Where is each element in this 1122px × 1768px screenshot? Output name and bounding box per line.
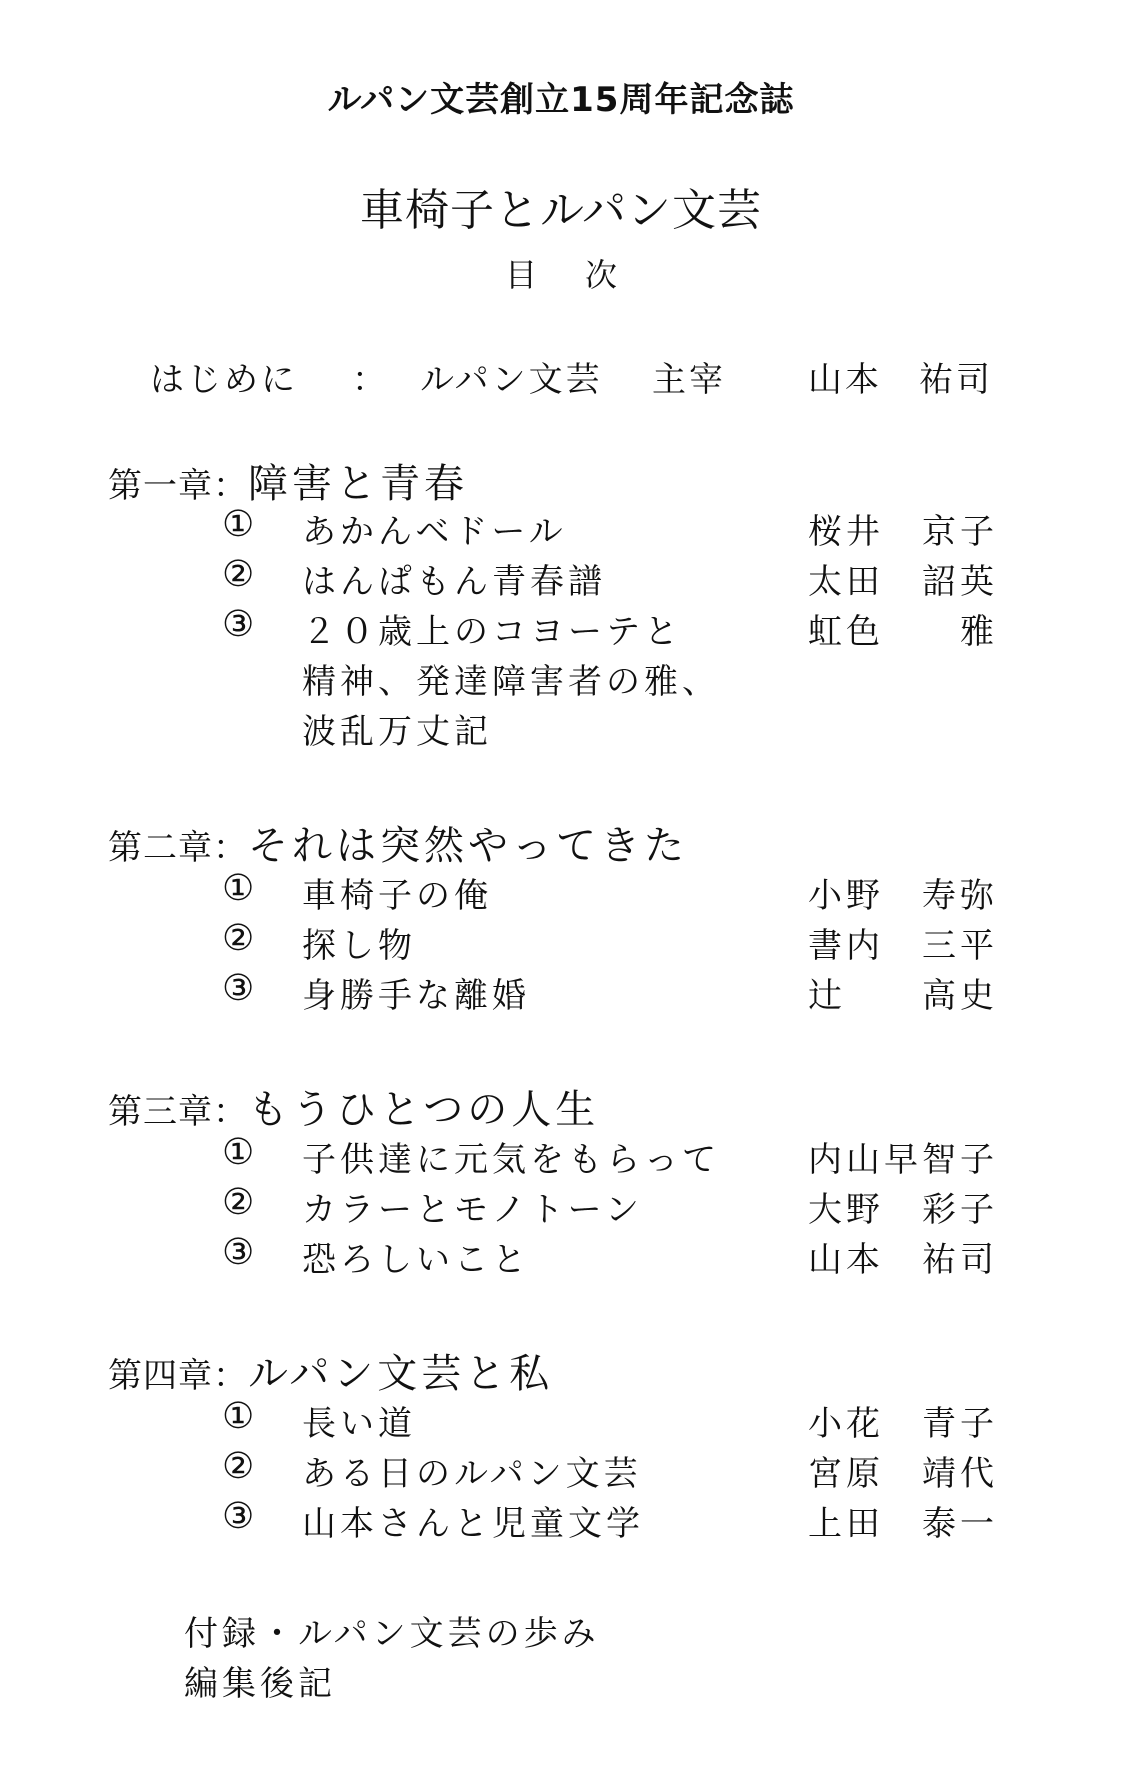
chapter-4-item-1-number: ① (222, 1396, 255, 1437)
chapter-4-number: 第四章： (108, 1356, 248, 1396)
chapter-3-item-3-author: 山本 祐司 (808, 1240, 998, 1280)
chapter-1-item-3-title: ２０歳上のコヨーテと (302, 612, 682, 652)
chapter-4-item-2-title: ある日のルパン文芸 (302, 1454, 642, 1494)
chapter-1-title: 障害と青春 (248, 461, 468, 507)
chapter-4-item-3-author: 上田 泰一 (808, 1504, 998, 1544)
chapter-4-item-2-number: ② (222, 1446, 255, 1487)
chapter-1-item-1-number: ① (222, 504, 255, 545)
chapter-1-heading (108, 452, 468, 509)
chapter-3-number: 第三章： (108, 1092, 248, 1132)
chapter-3-heading (108, 1078, 599, 1135)
intro-role: 主宰 (652, 360, 726, 400)
chapter-2-item-2-number: ② (222, 918, 255, 959)
chapter-4-item-2-author: 宮原 靖代 (808, 1454, 998, 1494)
chapter-3-item-1-title: 子供達に元気をもらって (302, 1140, 720, 1180)
chapter-1-item-1-title: あかんベドール (302, 512, 567, 552)
chapter-2-title: それは突然やってきた (248, 823, 688, 869)
chapter-3-item-1-author: 内山早智子 (808, 1140, 998, 1180)
intro-org: ルパン文芸 (420, 360, 603, 400)
afterword-line: 編集後記 (184, 1664, 336, 1704)
page-title: 車椅子とルパン文芸 (360, 185, 762, 236)
intro-colon: ： (352, 360, 389, 400)
chapter-2-item-3-author: 辻 高史 (808, 976, 998, 1016)
chapter-3-title: もうひとつの人生 (248, 1087, 600, 1133)
chapter-1-item-1-author: 桜井 京子 (808, 512, 998, 552)
chapter-2-heading (108, 814, 688, 871)
chapter-1-item-3-number: ③ (222, 604, 255, 645)
chapter-1-number: 第一章： (108, 466, 248, 506)
chapter-1-item-3-title-line-3: 波乱万丈記 (302, 712, 492, 752)
chapter-4-title: ルパン文芸と私 (248, 1351, 554, 1397)
chapter-2-item-3-number: ③ (222, 968, 255, 1009)
chapter-1-item-2-author: 太田 詔英 (808, 562, 998, 602)
chapter-2-item-1-author: 小野 寿弥 (808, 876, 998, 916)
chapter-2-item-3-title: 身勝手な離婚 (302, 976, 530, 1016)
chapter-4-heading (108, 1342, 553, 1399)
subtitle: ルパン文芸創立15周年記念誌 (327, 80, 795, 120)
chapter-2-item-1-number: ① (222, 868, 255, 909)
chapter-4-item-3-title: 山本さんと児童文学 (302, 1504, 644, 1544)
chapter-3-item-2-author: 大野 彩子 (808, 1190, 998, 1230)
chapter-3-item-3-number: ③ (222, 1232, 255, 1273)
chapter-2-item-2-title: 探し物 (302, 926, 416, 966)
chapter-2-item-2-author: 書内 三平 (808, 926, 998, 966)
chapter-4-item-1-author: 小花 青子 (808, 1404, 998, 1444)
chapter-3-item-1-number: ① (222, 1132, 255, 1173)
intro-author: 山本 祐司 (808, 360, 993, 400)
chapter-2-item-1-title: 車椅子の俺 (302, 876, 492, 916)
toc-label: 目次 (504, 256, 665, 294)
chapter-3-item-2-title: カラーとモノトーン (302, 1190, 643, 1230)
intro-label: はじめに (150, 360, 298, 400)
chapter-1-item-2-number: ② (222, 554, 255, 595)
chapter-1-item-3-author: 虹色 雅 (808, 612, 998, 652)
chapter-3-item-2-number: ② (222, 1182, 255, 1223)
chapter-1-item-3-title-line-2: 精神、発達障害者の雅、 (302, 662, 720, 702)
chapter-1-item-2-title: はんぱもん青春譜 (302, 562, 606, 602)
chapter-2-number: 第二章： (108, 828, 248, 868)
appendix-line: 付録・ルパン文芸の歩み (184, 1614, 600, 1654)
chapter-3-item-3-title: 恐ろしいこと (302, 1240, 530, 1280)
chapter-4-item-1-title: 長い道 (302, 1404, 416, 1444)
chapter-4-item-3-number: ③ (222, 1496, 255, 1537)
